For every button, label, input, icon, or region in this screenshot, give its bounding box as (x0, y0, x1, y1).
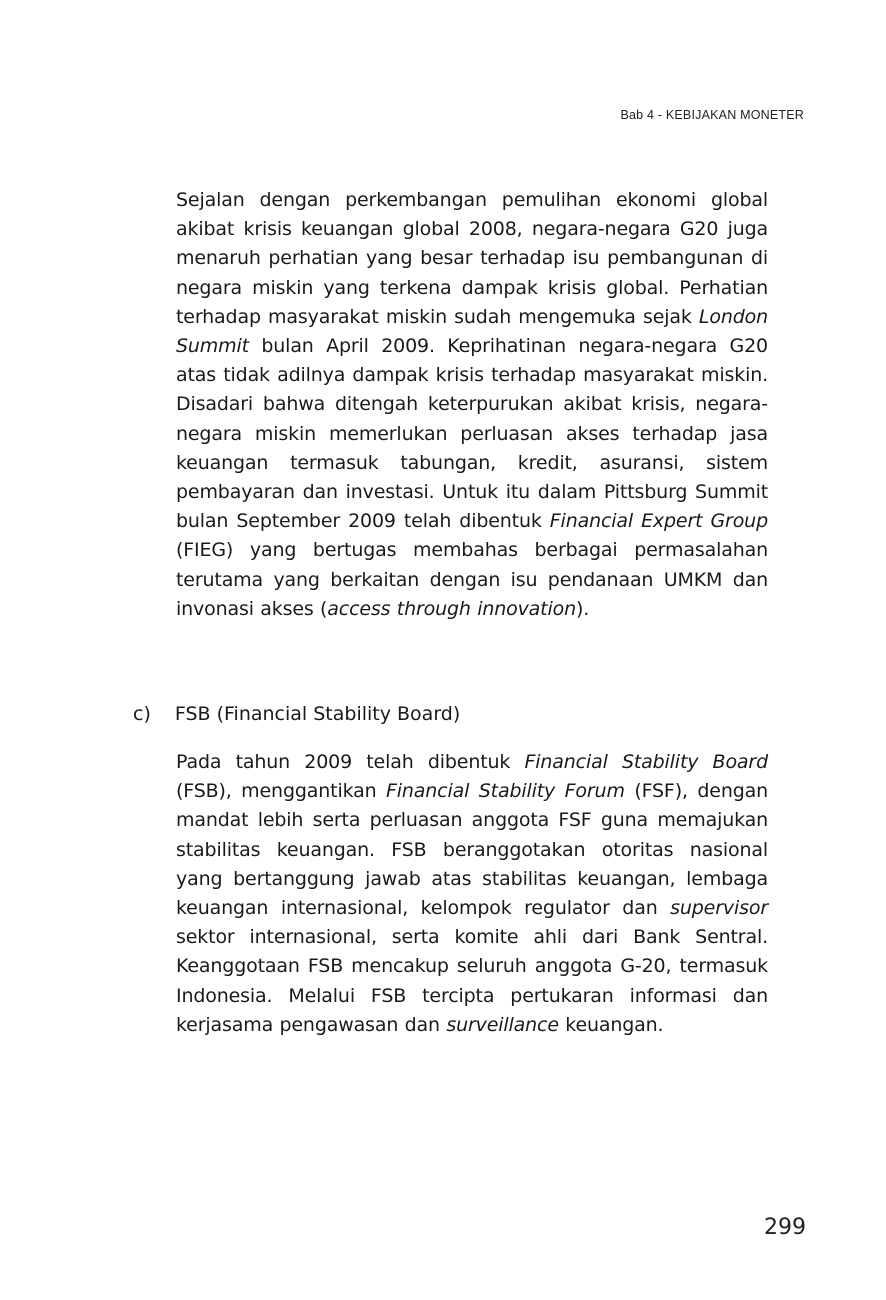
italic-term: surveillance (446, 1013, 559, 1036)
italic-term: supervisor (670, 897, 768, 920)
paragraph-fsb (176, 748, 768, 1040)
text-run: (FSF), dengan mandat lebih serta perluasan anggota FSF guna memajukan stabilitas keuangan. FSB beranggotakan otoritas nasional yang bertanggung jawab atas stabilitas keuangan, lembaga keuangan internasional, kelompok regulator dan (176, 780, 769, 920)
text-run: bulan April 2009. Keprihatinan negara-negara G20 atas tidak adilnya dampak krisis terhadap masyarakat miskin. Disadari bahwa ditengah keterpurukan akibat krisis, negara-negara miskin memerlukan perluasan akses terhadap jasa keuangan termasuk tabungan, kredit, asuransi, sistem pembayaran dan investasi. Untuk itu dalam Pittsburg Summit bulan September 2009 telah dibentuk (176, 335, 768, 533)
text-run: sektor internasional, serta komite ahli dari Bank Sentral. Keanggotaan FSB mencakup seluruh anggota G-20, termasuk Indonesia. Melalui FSB tercipta pertukaran informasi dan kerjasama pengawasan dan (176, 926, 768, 1036)
page-number: 299 (764, 1215, 806, 1240)
text-run: Sejalan dengan perkembangan pemulihan ekonomi global akibat krisis keuangan global 2008, negara-negara G20 juga menaruh perhatian yang besar terhadap isu pembangunan di negara miskin yang terkena dampak krisis global. Perhatian terhadap masyarakat miskin sudah mengemuka sejak (176, 189, 768, 328)
text-run: ). (575, 597, 590, 620)
list-marker: c) (133, 703, 151, 725)
paragraph-g20-text (176, 186, 768, 624)
text-run: (FIEG) yang bertugas membahas berbagai permasalahan terutama yang berkaitan dengan isu pendanaan UMKM dan invonasi akses ( (176, 539, 768, 620)
italic-term: Financial Stability Forum (386, 780, 625, 803)
italic-term: Financial Expert Group (549, 510, 768, 533)
paragraph-fsb-text (176, 748, 768, 1040)
italic-term: London Summit (176, 305, 768, 358)
section-heading-fsb (133, 700, 460, 729)
section-title: FSB (Financial Stability Board) (174, 703, 461, 725)
running-header: Bab 4 - KEBIJAKAN MONETER (620, 108, 804, 122)
italic-term: access through innovation (327, 597, 576, 620)
text-run: Pada tahun 2009 telah dibentuk (176, 751, 525, 773)
italic-term: Financial Stability Board (524, 751, 768, 773)
text-run: (FSB), menggantikan (176, 780, 386, 803)
paragraph-g20 (176, 186, 768, 624)
text-run: keuangan. (558, 1013, 664, 1036)
